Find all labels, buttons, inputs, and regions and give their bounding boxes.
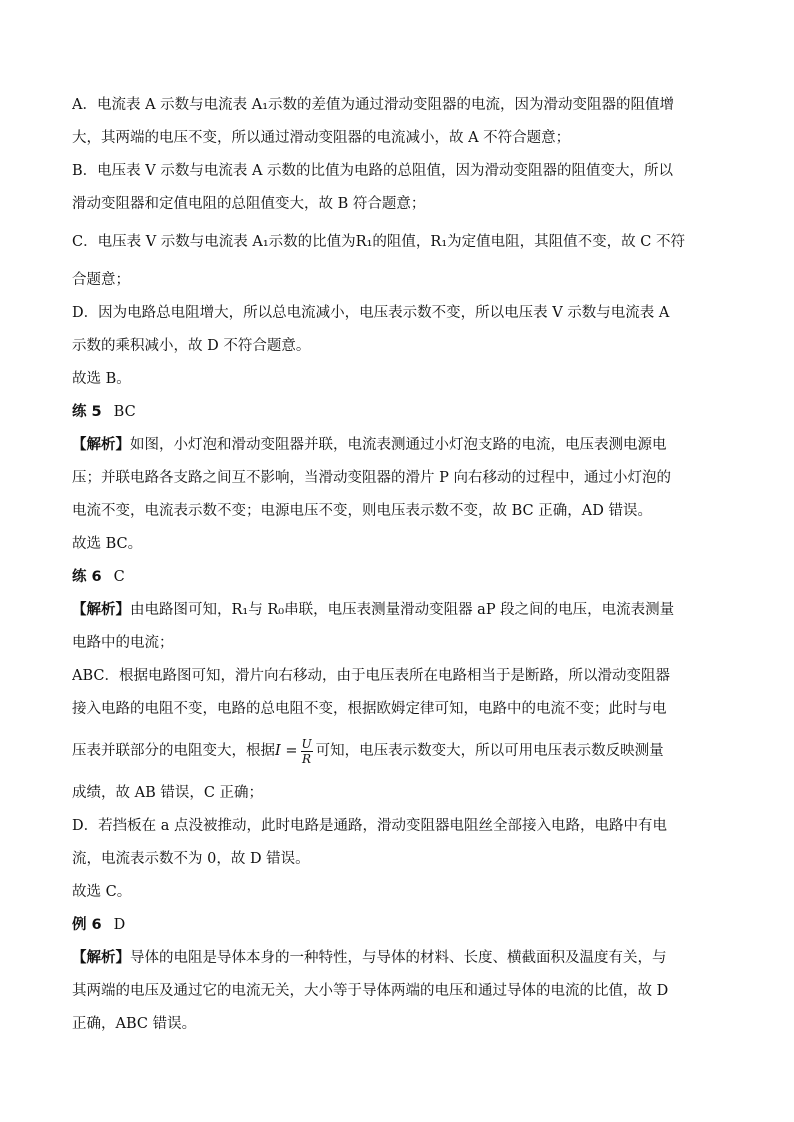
text-line: 正确，ABC 错误。 bbox=[72, 1016, 197, 1032]
text-line: 电路中的电流； bbox=[72, 635, 174, 651]
text-line: 成绩，故 AB 错误，C 正确； bbox=[72, 785, 264, 801]
analysis-line bbox=[72, 945, 724, 971]
analysis-line bbox=[72, 597, 724, 623]
text-line: 流，电流表示数不为 0，故 D 错误。 bbox=[72, 851, 310, 867]
text-line: 接入电路的电阻不变，电路的总电阻不变，根据欧姆定律可知，电路中的电流不变；此时与电 bbox=[72, 701, 667, 717]
exercise-answer: BC bbox=[113, 404, 136, 420]
text-line: 电流不变，电流表示数不变；电源电压不变，则电压表示数不变，故 BC 正确，AD 错误。 bbox=[72, 503, 652, 519]
text-line: 压；并联电路各支路之间互不影响，当滑动变阻器的滑片 P 向右移动的过程中，通过小灯泡的 bbox=[72, 470, 671, 486]
text-line: 合题意； bbox=[72, 272, 130, 288]
fraction-denominator: R bbox=[302, 751, 312, 766]
text-line: ABC．根据电路图可知，滑片向右移动，由于电压表所在电路相当于是断路，所以滑动变阻器 bbox=[72, 668, 670, 684]
text-line: 故选 B。 bbox=[72, 371, 131, 387]
formula-line bbox=[72, 729, 724, 773]
exercise-answer: C bbox=[113, 569, 125, 585]
text-line: 滑动变阻器和定值电阻的总阻值变大，故 B 符合题意； bbox=[72, 196, 426, 212]
text-line: D．若挡板在 a 点没被推动，此时电路是通路，滑动变阻器电阻丝全部接入电路，电路中有电 bbox=[72, 818, 667, 834]
text-segment: 可知，电压表示数变大，所以可用电压表示数反映测量 bbox=[315, 743, 664, 759]
text-line: 其两端的电压及通过它的电流无关，大小等于导体两端的电压和通过导体的电流的比值，故 D bbox=[72, 983, 669, 999]
analysis-tag: 【解析】 bbox=[72, 437, 130, 453]
ohm-law-fraction bbox=[301, 737, 313, 766]
analysis-tag: 【解析】 bbox=[72, 602, 130, 618]
text-line: 故选 C。 bbox=[72, 884, 132, 900]
example-label: 例 6 bbox=[72, 917, 102, 933]
text-segment: 压表并联部分的电阻变大，根据 bbox=[72, 743, 275, 759]
analysis-text: 由电路图可知，R₁与 R₀串联，电压表测量滑动变阻器 aP 段之间的电压，电流表测量 bbox=[130, 602, 675, 618]
text-line: B．电压表 V 示数与电流表 A 示数的比值为电路的总阻值，因为滑动变阻器的阻值变大，所以 bbox=[72, 163, 674, 179]
exercise-heading bbox=[72, 564, 724, 590]
exercise-label: 练 5 bbox=[72, 404, 102, 420]
text-line: 示数的乘积减小，故 D 不符合题意。 bbox=[72, 338, 311, 354]
text-line: 故选 BC。 bbox=[72, 536, 143, 552]
answer-page bbox=[72, 92, 724, 1044]
analysis-line bbox=[72, 432, 724, 458]
fraction-numerator: U bbox=[301, 736, 312, 751]
text-line: D．因为电路总电阻增大，所以总电流减小，电压表示数不变，所以电压表 V 示数与电流表 A bbox=[72, 305, 670, 321]
formula-lhs: I = bbox=[275, 743, 298, 759]
exercise-heading bbox=[72, 399, 724, 425]
example-answer: D bbox=[113, 917, 126, 933]
text-line: 大，其两端的电压不变，所以通过滑动变阻器的电流减小，故 A 不符合题意； bbox=[72, 130, 571, 146]
analysis-tag: 【解析】 bbox=[72, 950, 130, 966]
exercise-label: 练 6 bbox=[72, 569, 102, 585]
analysis-text: 如图，小灯泡和滑动变阻器并联，电流表测通过小灯泡支路的电流，电压表测电源电 bbox=[130, 437, 667, 453]
example-heading bbox=[72, 912, 724, 938]
analysis-text: 导体的电阻是导体本身的一种特性，与导体的材料、长度、横截面积及温度有关，与 bbox=[130, 950, 667, 966]
text-line: A．电流表 A 示数与电流表 A₁示数的差值为通过滑动变阻器的电流，因为滑动变阻器的阻值增 bbox=[72, 97, 675, 113]
text-line: C．电压表 V 示数与电流表 A₁示数的比值为R₁的阻值，R₁为定值电阻，其阻值不变，故 C 不符 bbox=[72, 234, 685, 250]
